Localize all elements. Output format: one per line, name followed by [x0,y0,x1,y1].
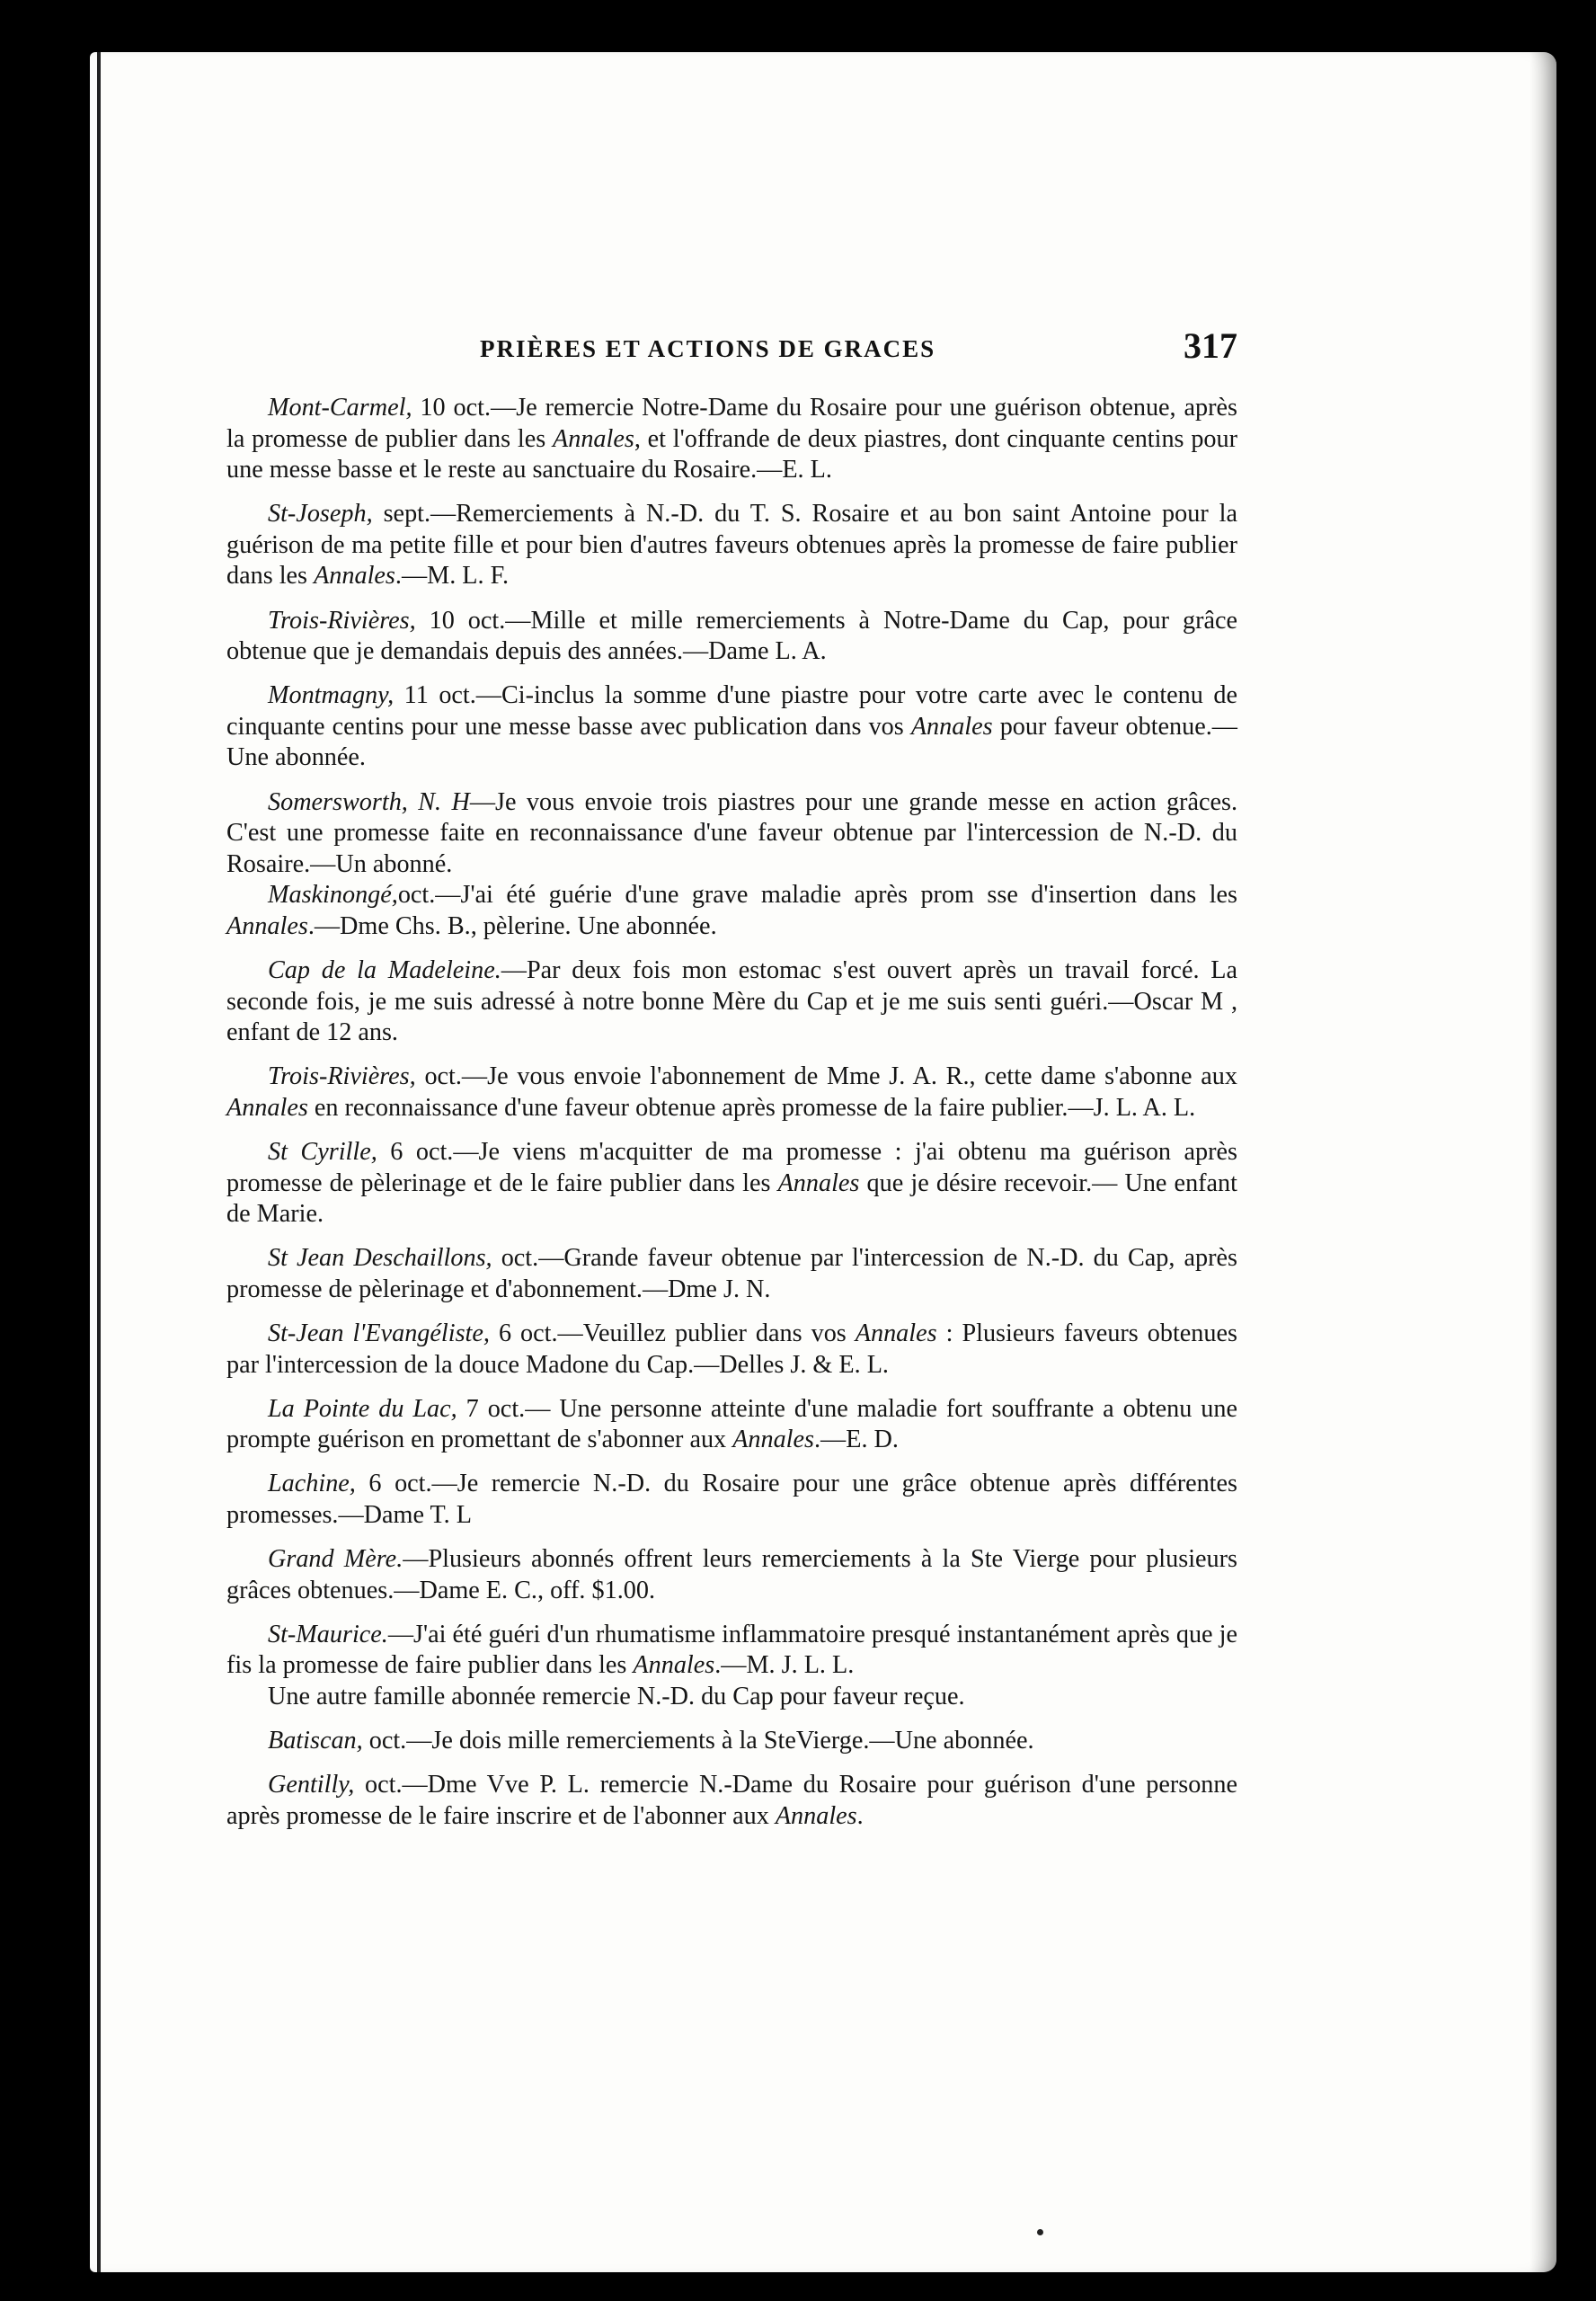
page-edge-shadow [1530,52,1556,2272]
entry-annales: Annales [732,1426,814,1454]
entry-annales: Annales [226,911,308,940]
entry-st-cyrille [226,1137,1237,1230]
entry-text: 6 oct.—Veuillez publier dans vos [489,1319,856,1347]
entry-annales: Annales [633,1651,715,1680]
running-title: PRIÈRES ET ACTIONS DE GRACES [480,335,936,362]
entry-la-pointe-du-lac [226,1394,1237,1456]
entry-text-end: que je désire recevoir.— Une enfant de Marie. [226,1168,1237,1229]
entry-place: Lachine, [268,1470,356,1498]
entry-cap-de-la-madeleine [226,955,1237,1049]
entry-place: St-Maurice. [268,1620,388,1648]
entry-montmagny [226,680,1237,774]
entry-annales: Annales [910,712,993,741]
entry-text: —Plusieurs abonnés offrent leurs remerciements à la Ste Vierge pour plusieurs grâces obtenues.—Dame E. C., off. $1.00. [226,1545,1237,1604]
entry-text: 10 oct.—Je remercie Notre-Dame du Rosaire pour une guérison obtenue, après la promesse de publier dans les [226,394,1237,453]
entry-place: Batiscan, [268,1726,363,1755]
entry-place: Cap de la Madeleine. [268,956,501,984]
entry-annales: Annales [777,1168,860,1197]
entry-text-end: pour faveur obtenue.— Une abonnée. [226,712,1237,772]
entry-annales: Annales [226,1093,308,1122]
entry-text: 10 oct.—Mille et mille remerciements à Notre-Dame du Cap, pour grâce obtenue que je demandais depuis des années.—Dame L. A. [226,606,1237,666]
page-header [390,272,1237,366]
entry-somersworth [226,787,1237,881]
entry-maskinonge [226,880,1237,942]
entry-text: 6 oct.—Je viens m'acquitter de ma promesse : j'ai obtenu ma guérison après promesse de pèlerinage et de le faire publier dans les [226,1137,1237,1197]
entry-annales: Annales [855,1319,937,1347]
entry-gentilly [226,1770,1237,1832]
entry-place: Montmagny, [268,681,395,710]
entry-batiscan [226,1726,1237,1757]
entry-annales: Annales [775,1801,857,1830]
entry-text: oct.—Je dois mille remerciements à la SteVierge.—Une abonnée. [362,1726,1034,1755]
article-body [226,393,1237,1845]
entry-text-end: .—E. D. [814,1426,899,1454]
entry-place: Gentilly, [268,1771,355,1799]
entry-place: Maskinongé, [268,881,398,910]
entry-text: 6 oct.—Je remercie N.-D. du Rosaire pour une grâce obtenue après différentes promesses.—Dame T. L [226,1470,1237,1529]
entry-text-end: : Plusieurs faveurs obtenues par l'intercession de la douce Madone du Cap.—Delles J. & E. L. [226,1319,1237,1379]
entry-text: —Par deux fois mon estomac s'est ouvert après un travail forcé. La seconde fois, je me suis adressé à notre bonne Mère du Cap et je me suis senti guéri.—Oscar M , enfant de 12 ans. [226,956,1237,1047]
entry-place: St Cyrille, [268,1137,377,1166]
entry-place: St-Jean l'Evangéliste, [268,1319,490,1347]
entry-st-jean-evangeliste [226,1319,1237,1381]
entry-text: oct.—J'ai été guérie d'une grave maladie après prom sse d'insertion dans les [397,881,1237,910]
entry-place: St-Joseph, [268,500,373,529]
entry-text-end: .—M. J. L. L. [714,1651,855,1680]
entry-text: oct.—Dme Vve P. L. remercie N.-Dame du Rosaire pour guérison d'une personne après promesse de le faire inscrire et de l'abonner aux [226,1771,1237,1830]
entry-st-maurice [226,1620,1237,1682]
entry-trois-rivieres-1 [226,606,1237,668]
ink-speck [1037,2229,1043,2235]
entry-text-end: , et l'offrande de deux piastres, dont cinquante centins pour une messe basse et le reste au sanctuaire du Rosaire.—E. L. [226,424,1237,484]
entry-place: La Pointe du Lac, [268,1394,457,1423]
entry-text: —J'ai été guéri d'un rhumatisme inflammatoire presqué instantanément après que je fis la promesse de faire publier dans les [226,1620,1237,1680]
entry-text: 7 oct.— Une personne atteinte d'une maladie fort souffrante a obtenu une prompte guérison en promettant de s'abonner aux [226,1394,1237,1454]
entry-text-end: .—Dme Chs. B., pèlerine. Une abonnée. [307,911,717,940]
entry-annales: Annales [553,424,634,453]
entry-trois-rivieres-2 [226,1062,1237,1124]
entry-text: oct.—Je vous envoie l'abonnement de Mme J. A. R., cette dame s'abonne aux [415,1062,1237,1091]
entry-text-end: en reconnaissance d'une faveur obtenue après promesse de la faire publier.—J. L. A. L. [307,1093,1196,1122]
entry-text: —Je vous envoie trois piastres pour une grande messe en action grâces. C'est une promesse faite en reconnaissance d'une faveur obtenue par l'intercession de N.-D. du Rosaire.—Un abonné. [226,787,1237,878]
entry-lachine [226,1469,1237,1531]
entry-text: Une autre famille abonnée remercie N.-D. du Cap pour faveur reçue. [268,1682,965,1710]
page-number: 317 [1184,325,1237,366]
entry-autre-famille [226,1682,1237,1713]
entry-mont-carmel [226,393,1237,486]
entry-st-joseph [226,499,1237,592]
entry-place: Somersworth, N. H [268,787,470,816]
entry-st-jean-deschaillons [226,1243,1237,1305]
entry-place: St Jean Deschaillons, [268,1244,492,1273]
entry-text: oct.—Grande faveur obtenue par l'intercession de N.-D. du Cap, après promesse de pèlerinage et d'abonnement.—Dme J. N. [226,1244,1237,1303]
entry-text-end: .—M. L. F. [395,562,510,591]
entry-annales: Annales [314,562,395,591]
entry-place: Trois-Rivières, [268,1062,416,1091]
entry-place: Trois-Rivières, [268,606,416,635]
entry-text: sept.—Remerciements à N.-D. du T. S. Rosaire et au bon saint Antoine pour la guérison de ma petite fille et pour bien d'autres faveurs obtenues après la promesse de faire publier dans les [226,500,1237,591]
entry-place: Grand Mère. [268,1545,403,1573]
gutter-line [97,52,101,2272]
entry-text: 11 oct.—Ci-inclus la somme d'une piastre pour votre carte avec le contenu de cinquante centins pour une messe basse avec publication dans vos [226,681,1237,741]
entry-place: Mont-Carmel, [268,394,412,422]
entry-text-end: . [856,1801,864,1830]
entry-grand-mere [226,1544,1237,1606]
